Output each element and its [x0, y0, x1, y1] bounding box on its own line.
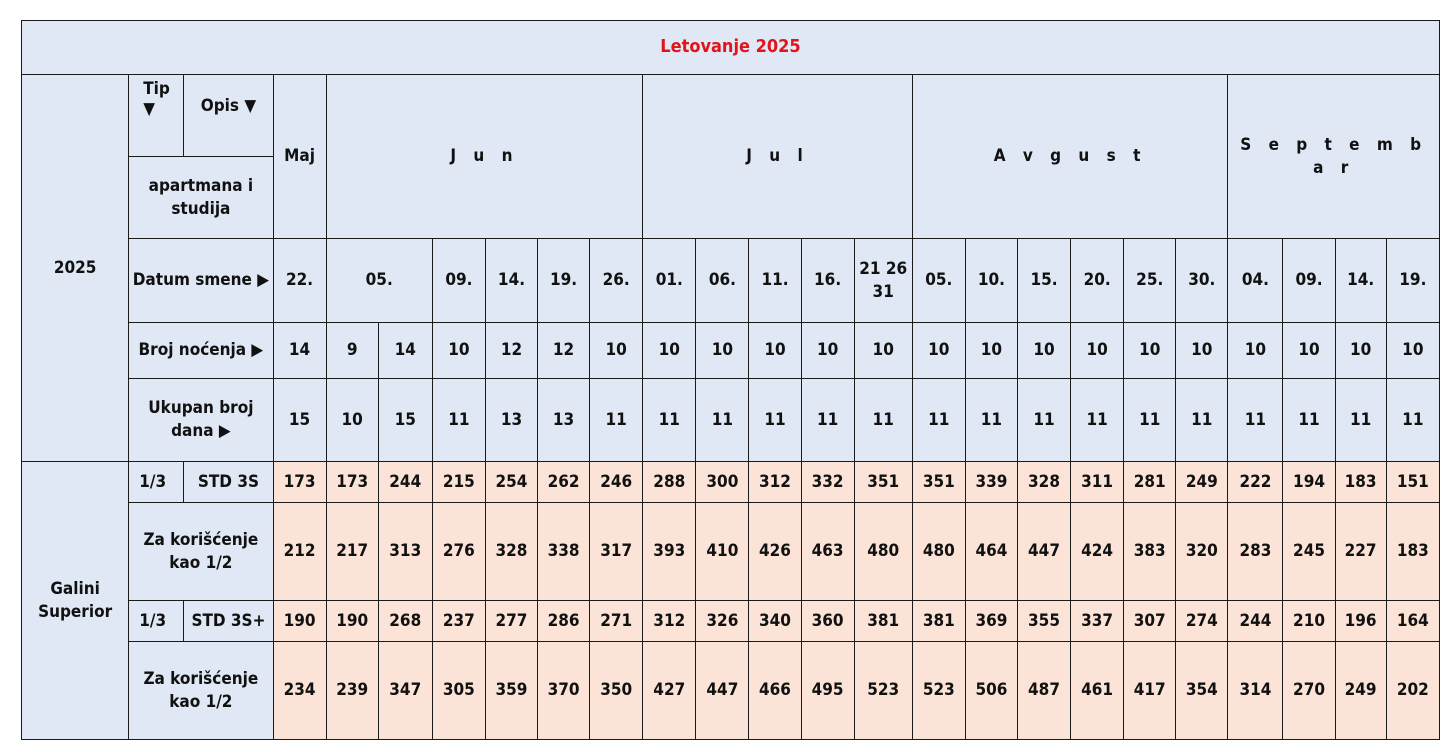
- shift-date: 05.: [912, 239, 965, 323]
- shift-date: 01.: [643, 239, 696, 323]
- price-cell: 194: [1283, 462, 1335, 503]
- price-cell: 487: [1017, 642, 1070, 740]
- price-cell: 424: [1071, 503, 1124, 601]
- price-cell: 313: [378, 503, 432, 601]
- price-cell: 523: [854, 642, 912, 740]
- price-cell: 239: [326, 642, 378, 740]
- header-row-1: [22, 75, 1440, 157]
- nights-cell: 10: [801, 323, 854, 379]
- price-cell: 262: [538, 462, 590, 503]
- price-cell: 283: [1228, 503, 1283, 601]
- price-cell: 495: [801, 642, 854, 740]
- days-cell: 11: [1124, 379, 1176, 462]
- price-cell: 314: [1228, 642, 1283, 740]
- nights-cell: 14: [273, 323, 326, 379]
- price-row: [22, 503, 1440, 601]
- days-cell: 11: [696, 379, 749, 462]
- price-cell: 354: [1176, 642, 1228, 740]
- nights-cell: 10: [1228, 323, 1283, 379]
- month-july: J u l: [643, 75, 913, 239]
- shift-date: 09.: [1283, 239, 1335, 323]
- price-cell: 360: [801, 601, 854, 642]
- price-cell: 350: [590, 642, 643, 740]
- price-cell: 463: [801, 503, 854, 601]
- nocenja-label: Broj noćenja ▶: [129, 323, 273, 379]
- price-cell: 426: [749, 503, 801, 601]
- days-cell: 11: [1017, 379, 1070, 462]
- price-cell: 196: [1335, 601, 1386, 642]
- shift-date: 11.: [749, 239, 801, 323]
- shift-date: 05.: [326, 239, 432, 323]
- days-cell: 13: [538, 379, 590, 462]
- opis-header: Opis ▼: [184, 75, 273, 157]
- nights-cell: 10: [749, 323, 801, 379]
- price-cell: 338: [538, 503, 590, 601]
- price-cell: 190: [326, 601, 378, 642]
- price-row: [22, 642, 1440, 740]
- price-cell: 326: [696, 601, 749, 642]
- price-cell: 347: [378, 642, 432, 740]
- hotel-name: Galini Superior: [22, 462, 129, 740]
- shift-date: 20.: [1071, 239, 1124, 323]
- month-august: A v g u s t: [912, 75, 1228, 239]
- days-cell: 11: [643, 379, 696, 462]
- price-cell: 340: [749, 601, 801, 642]
- price-cell: 370: [538, 642, 590, 740]
- price-cell: 277: [485, 601, 537, 642]
- price-cell: 427: [643, 642, 696, 740]
- days-cell: 15: [273, 379, 326, 462]
- month-september: S e p t e m b a r: [1228, 75, 1440, 239]
- price-cell: 271: [590, 601, 643, 642]
- nights-cell: 10: [696, 323, 749, 379]
- shift-date: 10.: [965, 239, 1017, 323]
- price-cell: 307: [1124, 601, 1176, 642]
- days-cell: 11: [1283, 379, 1335, 462]
- price-cell: 381: [912, 601, 965, 642]
- price-cell: 212: [273, 503, 326, 601]
- nights-cell: 12: [538, 323, 590, 379]
- price-cell: 244: [1228, 601, 1283, 642]
- datum-smene-label: Datum smene ▶: [129, 239, 273, 323]
- nights-cell: 10: [432, 323, 485, 379]
- shift-date: 15.: [1017, 239, 1070, 323]
- price-cell: 461: [1071, 642, 1124, 740]
- year-cell: 2025: [22, 75, 129, 462]
- price-cell: 300: [696, 462, 749, 503]
- price-cell: 339: [965, 462, 1017, 503]
- price-cell: 317: [590, 503, 643, 601]
- title-row: [22, 21, 1440, 75]
- nights-cell: 14: [378, 323, 432, 379]
- price-cell: 410: [696, 503, 749, 601]
- shift-date: 16.: [801, 239, 854, 323]
- price-cell: 355: [1017, 601, 1070, 642]
- nights-cell: 10: [854, 323, 912, 379]
- shift-date: 09.: [432, 239, 485, 323]
- nights-cell: 10: [1386, 323, 1439, 379]
- room-type: STD 3S: [184, 462, 273, 503]
- days-cell: 11: [1335, 379, 1386, 462]
- price-cell: 173: [273, 462, 326, 503]
- shift-date: 14.: [1335, 239, 1386, 323]
- shift-date: 26.: [590, 239, 643, 323]
- price-cell: 466: [749, 642, 801, 740]
- shift-date: 19.: [1386, 239, 1439, 323]
- shift-date: 06.: [696, 239, 749, 323]
- price-cell: 359: [485, 642, 537, 740]
- days-cell: 11: [912, 379, 965, 462]
- days-cell: 11: [432, 379, 485, 462]
- price-cell: 222: [1228, 462, 1283, 503]
- days-cell: 11: [854, 379, 912, 462]
- nights-cell: 10: [965, 323, 1017, 379]
- days-cell: 11: [1228, 379, 1283, 462]
- price-cell: 237: [432, 601, 485, 642]
- price-cell: 254: [485, 462, 537, 503]
- price-cell: 312: [643, 601, 696, 642]
- price-cell: 244: [378, 462, 432, 503]
- price-cell: 369: [965, 601, 1017, 642]
- room-type: STD 3S+: [184, 601, 273, 642]
- days-cell: 10: [326, 379, 378, 462]
- price-cell: 417: [1124, 642, 1176, 740]
- price-cell: 249: [1176, 462, 1228, 503]
- price-cell: 464: [965, 503, 1017, 601]
- price-cell: 311: [1071, 462, 1124, 503]
- price-cell: 234: [273, 642, 326, 740]
- price-cell: 328: [485, 503, 537, 601]
- days-cell: 15: [378, 379, 432, 462]
- nights-cell: 10: [1071, 323, 1124, 379]
- price-cell: 227: [1335, 503, 1386, 601]
- room-occupancy: 1/3: [129, 601, 184, 642]
- price-cell: 276: [432, 503, 485, 601]
- nights-cell: 10: [643, 323, 696, 379]
- shift-date: 22.: [273, 239, 326, 323]
- price-cell: 190: [273, 601, 326, 642]
- price-cell: 328: [1017, 462, 1070, 503]
- days-cell: 11: [801, 379, 854, 462]
- price-row: [22, 601, 1440, 642]
- nights-row: [22, 323, 1440, 379]
- nights-cell: 10: [1124, 323, 1176, 379]
- nights-cell: 10: [590, 323, 643, 379]
- days-cell: 11: [1386, 379, 1439, 462]
- price-cell: 151: [1386, 462, 1439, 503]
- price-cell: 381: [854, 601, 912, 642]
- price-cell: 447: [696, 642, 749, 740]
- days-cell: 11: [1071, 379, 1124, 462]
- shift-date: 30.: [1176, 239, 1228, 323]
- price-cell: 332: [801, 462, 854, 503]
- price-cell: 351: [912, 462, 965, 503]
- nights-cell: 10: [1017, 323, 1070, 379]
- price-cell: 274: [1176, 601, 1228, 642]
- days-cell: 13: [485, 379, 537, 462]
- price-cell: 202: [1386, 642, 1439, 740]
- tip-header: [129, 75, 184, 157]
- nights-cell: 10: [1176, 323, 1228, 379]
- days-cell: 11: [965, 379, 1017, 462]
- price-cell: 383: [1124, 503, 1176, 601]
- price-cell: 480: [912, 503, 965, 601]
- price-cell: 215: [432, 462, 485, 503]
- tip-arrow-icon: ▼: [143, 99, 155, 120]
- month-june: J u n: [326, 75, 643, 239]
- price-cell: 447: [1017, 503, 1070, 601]
- price-table: [21, 20, 1440, 740]
- room-occupancy: 1/3: [129, 462, 184, 503]
- usage-note: Za korišćenje kao 1/2: [129, 642, 273, 740]
- price-cell: 183: [1386, 503, 1439, 601]
- shift-date: 21 26 31: [854, 239, 912, 323]
- price-cell: 506: [965, 642, 1017, 740]
- price-cell: 268: [378, 601, 432, 642]
- dates-row: [22, 239, 1440, 323]
- nights-cell: 9: [326, 323, 378, 379]
- price-cell: 351: [854, 462, 912, 503]
- price-cell: 183: [1335, 462, 1386, 503]
- tip-label: Tip: [143, 79, 170, 99]
- price-cell: 217: [326, 503, 378, 601]
- price-cell: 523: [912, 642, 965, 740]
- price-cell: 480: [854, 503, 912, 601]
- shift-date: 04.: [1228, 239, 1283, 323]
- price-cell: 288: [643, 462, 696, 503]
- price-cell: 164: [1386, 601, 1439, 642]
- nights-cell: 10: [912, 323, 965, 379]
- days-cell: 11: [590, 379, 643, 462]
- shift-date: 14.: [485, 239, 537, 323]
- days-cell: 11: [749, 379, 801, 462]
- usage-note: Za korišćenje kao 1/2: [129, 503, 273, 601]
- price-cell: 305: [432, 642, 485, 740]
- nights-cell: 10: [1283, 323, 1335, 379]
- dana-label: Ukupan broj dana ▶: [129, 379, 273, 462]
- month-may: Maj: [273, 75, 326, 239]
- days-cell: 11: [1176, 379, 1228, 462]
- price-cell: 173: [326, 462, 378, 503]
- nights-cell: 12: [485, 323, 537, 379]
- price-cell: 210: [1283, 601, 1335, 642]
- nights-cell: 10: [1335, 323, 1386, 379]
- price-cell: 393: [643, 503, 696, 601]
- shift-date: 19.: [538, 239, 590, 323]
- price-cell: 312: [749, 462, 801, 503]
- price-cell: 286: [538, 601, 590, 642]
- price-cell: 246: [590, 462, 643, 503]
- price-cell: 320: [1176, 503, 1228, 601]
- shift-date: 25.: [1124, 239, 1176, 323]
- price-cell: 249: [1335, 642, 1386, 740]
- table-title: Letovanje 2025: [22, 21, 1440, 75]
- price-cell: 270: [1283, 642, 1335, 740]
- price-row: [22, 462, 1440, 503]
- type-description: apartmana i studija: [129, 157, 273, 239]
- price-cell: 245: [1283, 503, 1335, 601]
- price-cell: 337: [1071, 601, 1124, 642]
- days-row: [22, 379, 1440, 462]
- price-cell: 281: [1124, 462, 1176, 503]
